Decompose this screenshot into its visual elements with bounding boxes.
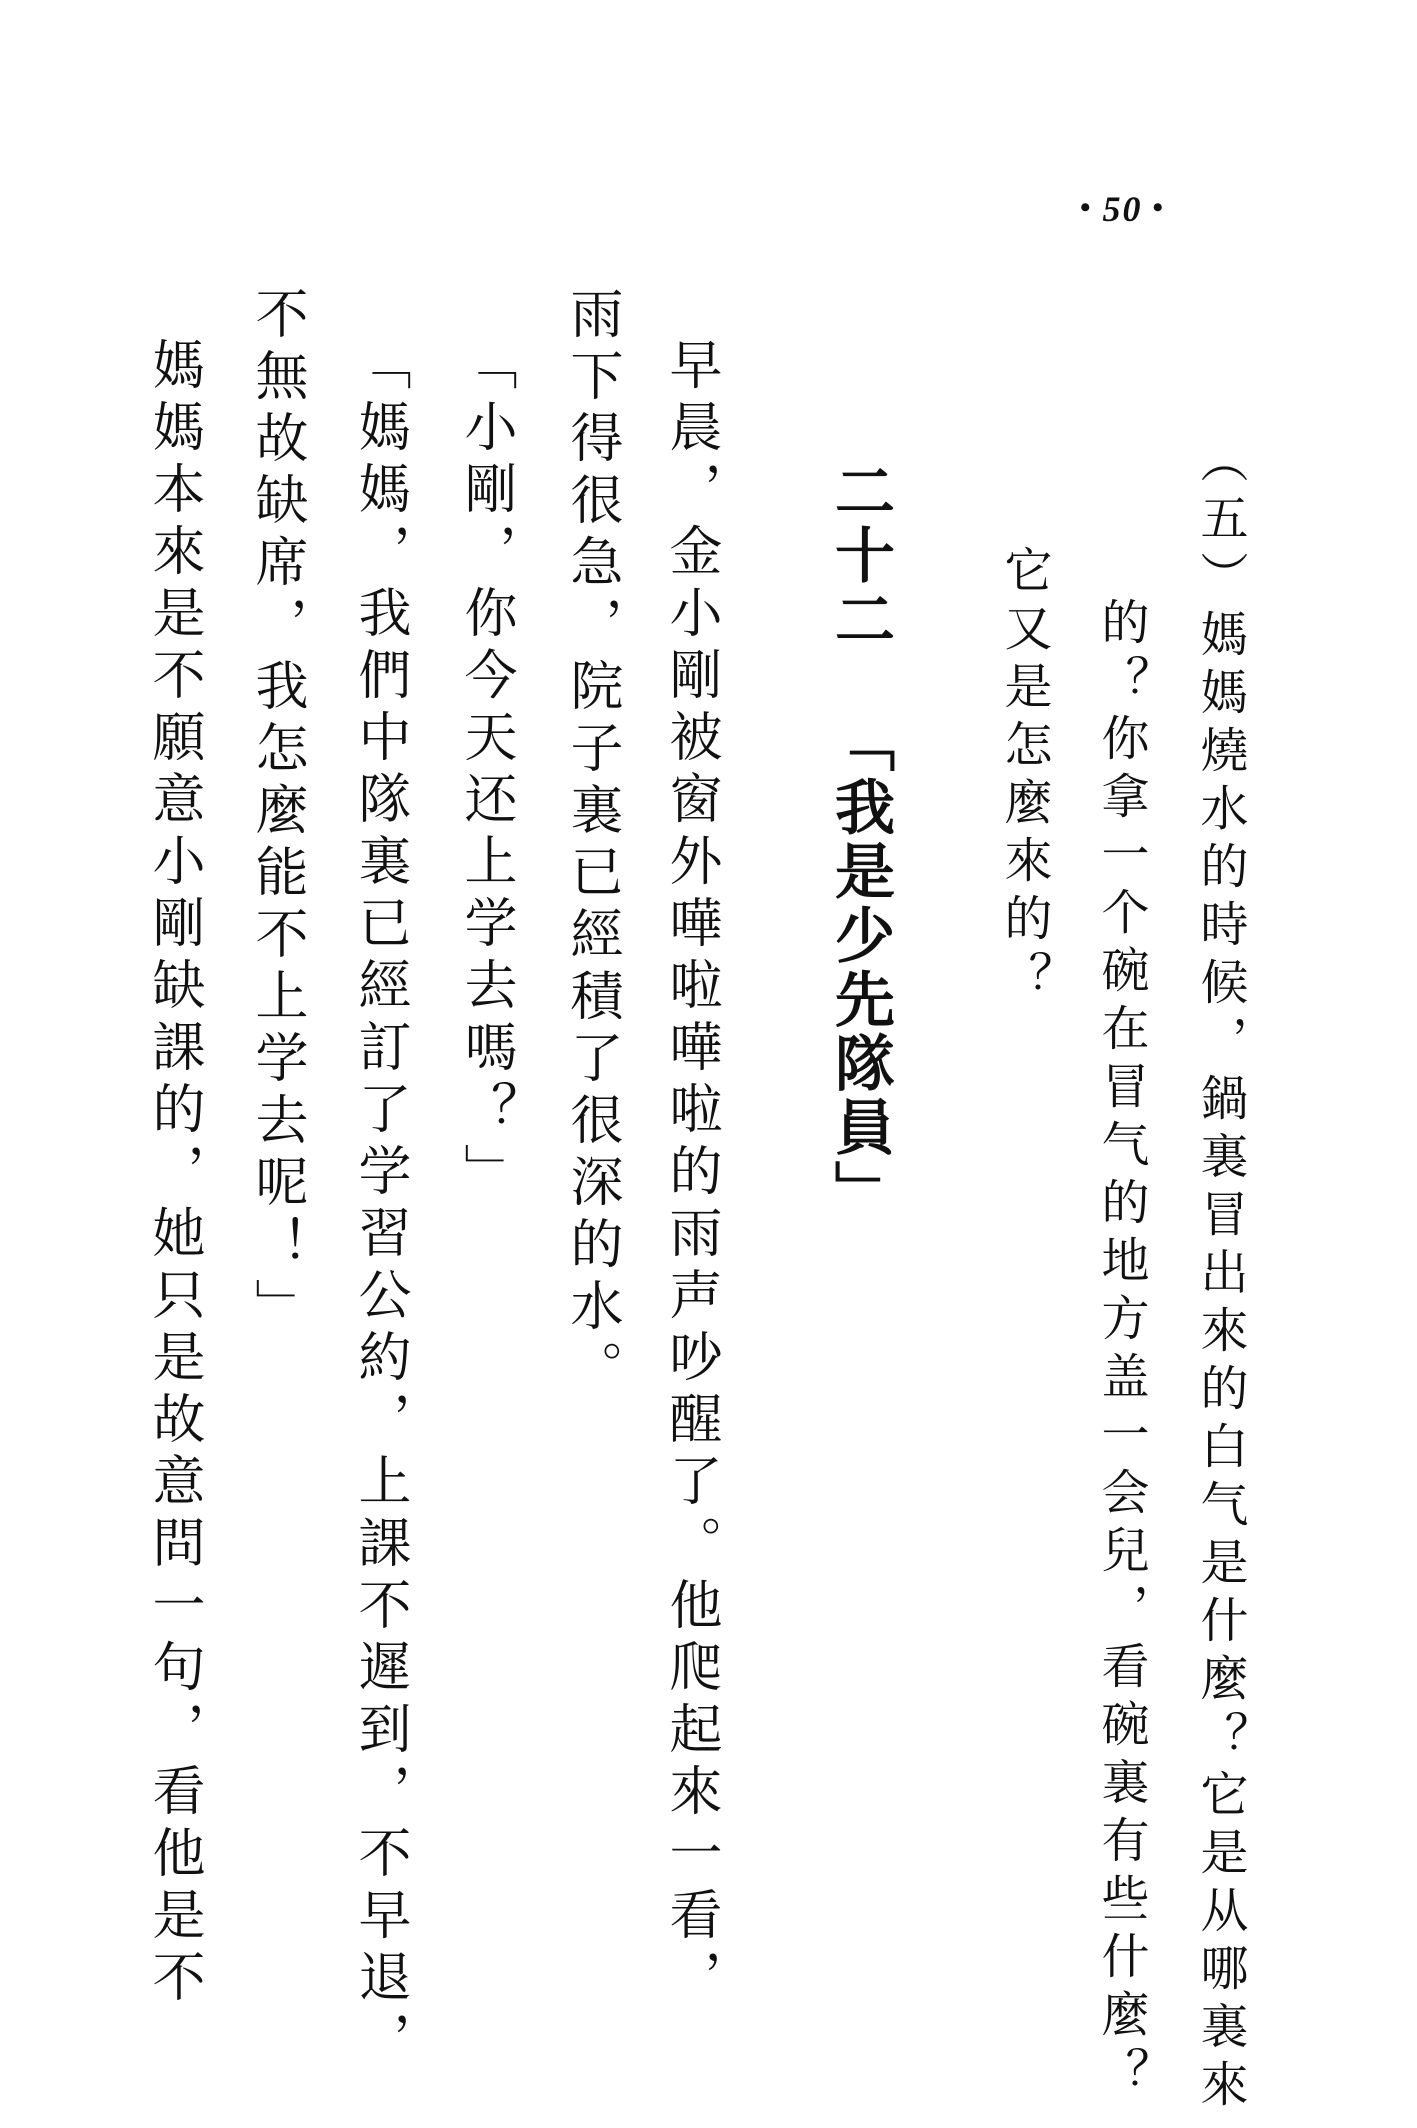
page-number: • 50 • xyxy=(1080,189,1166,229)
story-line: 媽媽本來是不願意小剛缺課的，她只是故意問一句，看他是不 xyxy=(144,337,205,2011)
story-line: 不無故缺席，我怎麼能不上学去呢！」 xyxy=(247,286,308,1340)
exercise-line: 的？你拿一个碗在冒气的地方盖一会兒，看碗裏有些什麼？ xyxy=(1093,597,1149,2105)
story-line: 「媽媽，我們中隊裏已經訂了学習公約，上課不遲到，不早退， xyxy=(350,337,411,2073)
exercise-line: （五）媽媽燒水的時候，鍋裏冒出來的白气是什麼？它是从哪裏來 xyxy=(1192,435,1248,2117)
chapter-heading xyxy=(825,460,895,1224)
story-line: 「小剛，你今天还上学去嗎？」 xyxy=(456,337,517,1205)
story-line: 早晨，金小剛被窗外嘩啦嘩啦的雨声吵醒了。他爬起來一看， xyxy=(661,337,722,2011)
story-line: 雨下得很急，院子裏已經積了很深的水。 xyxy=(562,286,623,1402)
chapter-title: 「我是少先隊員」 xyxy=(825,712,895,1224)
chapter-number: 二十二 xyxy=(825,460,895,652)
exercise-line: 它又是怎麼來的？ xyxy=(996,545,1052,1009)
page-number-value: 50 xyxy=(1102,189,1143,229)
